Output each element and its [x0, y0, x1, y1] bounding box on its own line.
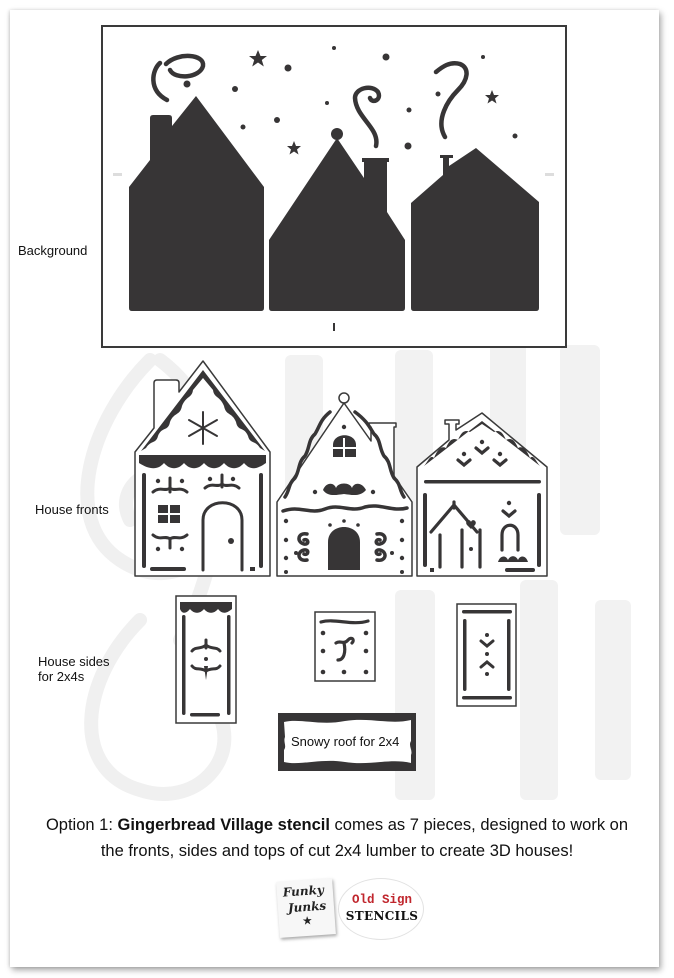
old-sign-logo-line2: STENCILS [345, 909, 419, 923]
caption-line-2: the fronts, sides and tops of cut 2x4 lumber to create 3D houses! [100, 842, 574, 860]
caption-line-1 [0, 812, 674, 838]
caption-prefix: Option 1: [45, 816, 118, 834]
old-sign-stencils-logo [338, 878, 424, 940]
funky-junk-logo [276, 878, 336, 938]
label-house-sides-line1: House sides [38, 654, 110, 669]
label-house-fronts: House fronts [35, 502, 109, 517]
star-icon: ★ [302, 915, 313, 928]
caption-line1-rest: comes as 7 pieces, designed to work on [329, 816, 629, 834]
old-sign-logo-line1: Old Sign [351, 893, 412, 907]
label-background: Background [18, 243, 88, 258]
snowy-roof-label: Snowy roof for 2x4 [291, 734, 400, 749]
funky-junk-logo-line2: Junks [287, 898, 327, 916]
caption-product-name: Gingerbread Village stencil [117, 816, 330, 834]
funky-junk-logo-line1: Funky [282, 882, 325, 900]
label-house-sides-line2: for 2x4s [38, 669, 85, 684]
